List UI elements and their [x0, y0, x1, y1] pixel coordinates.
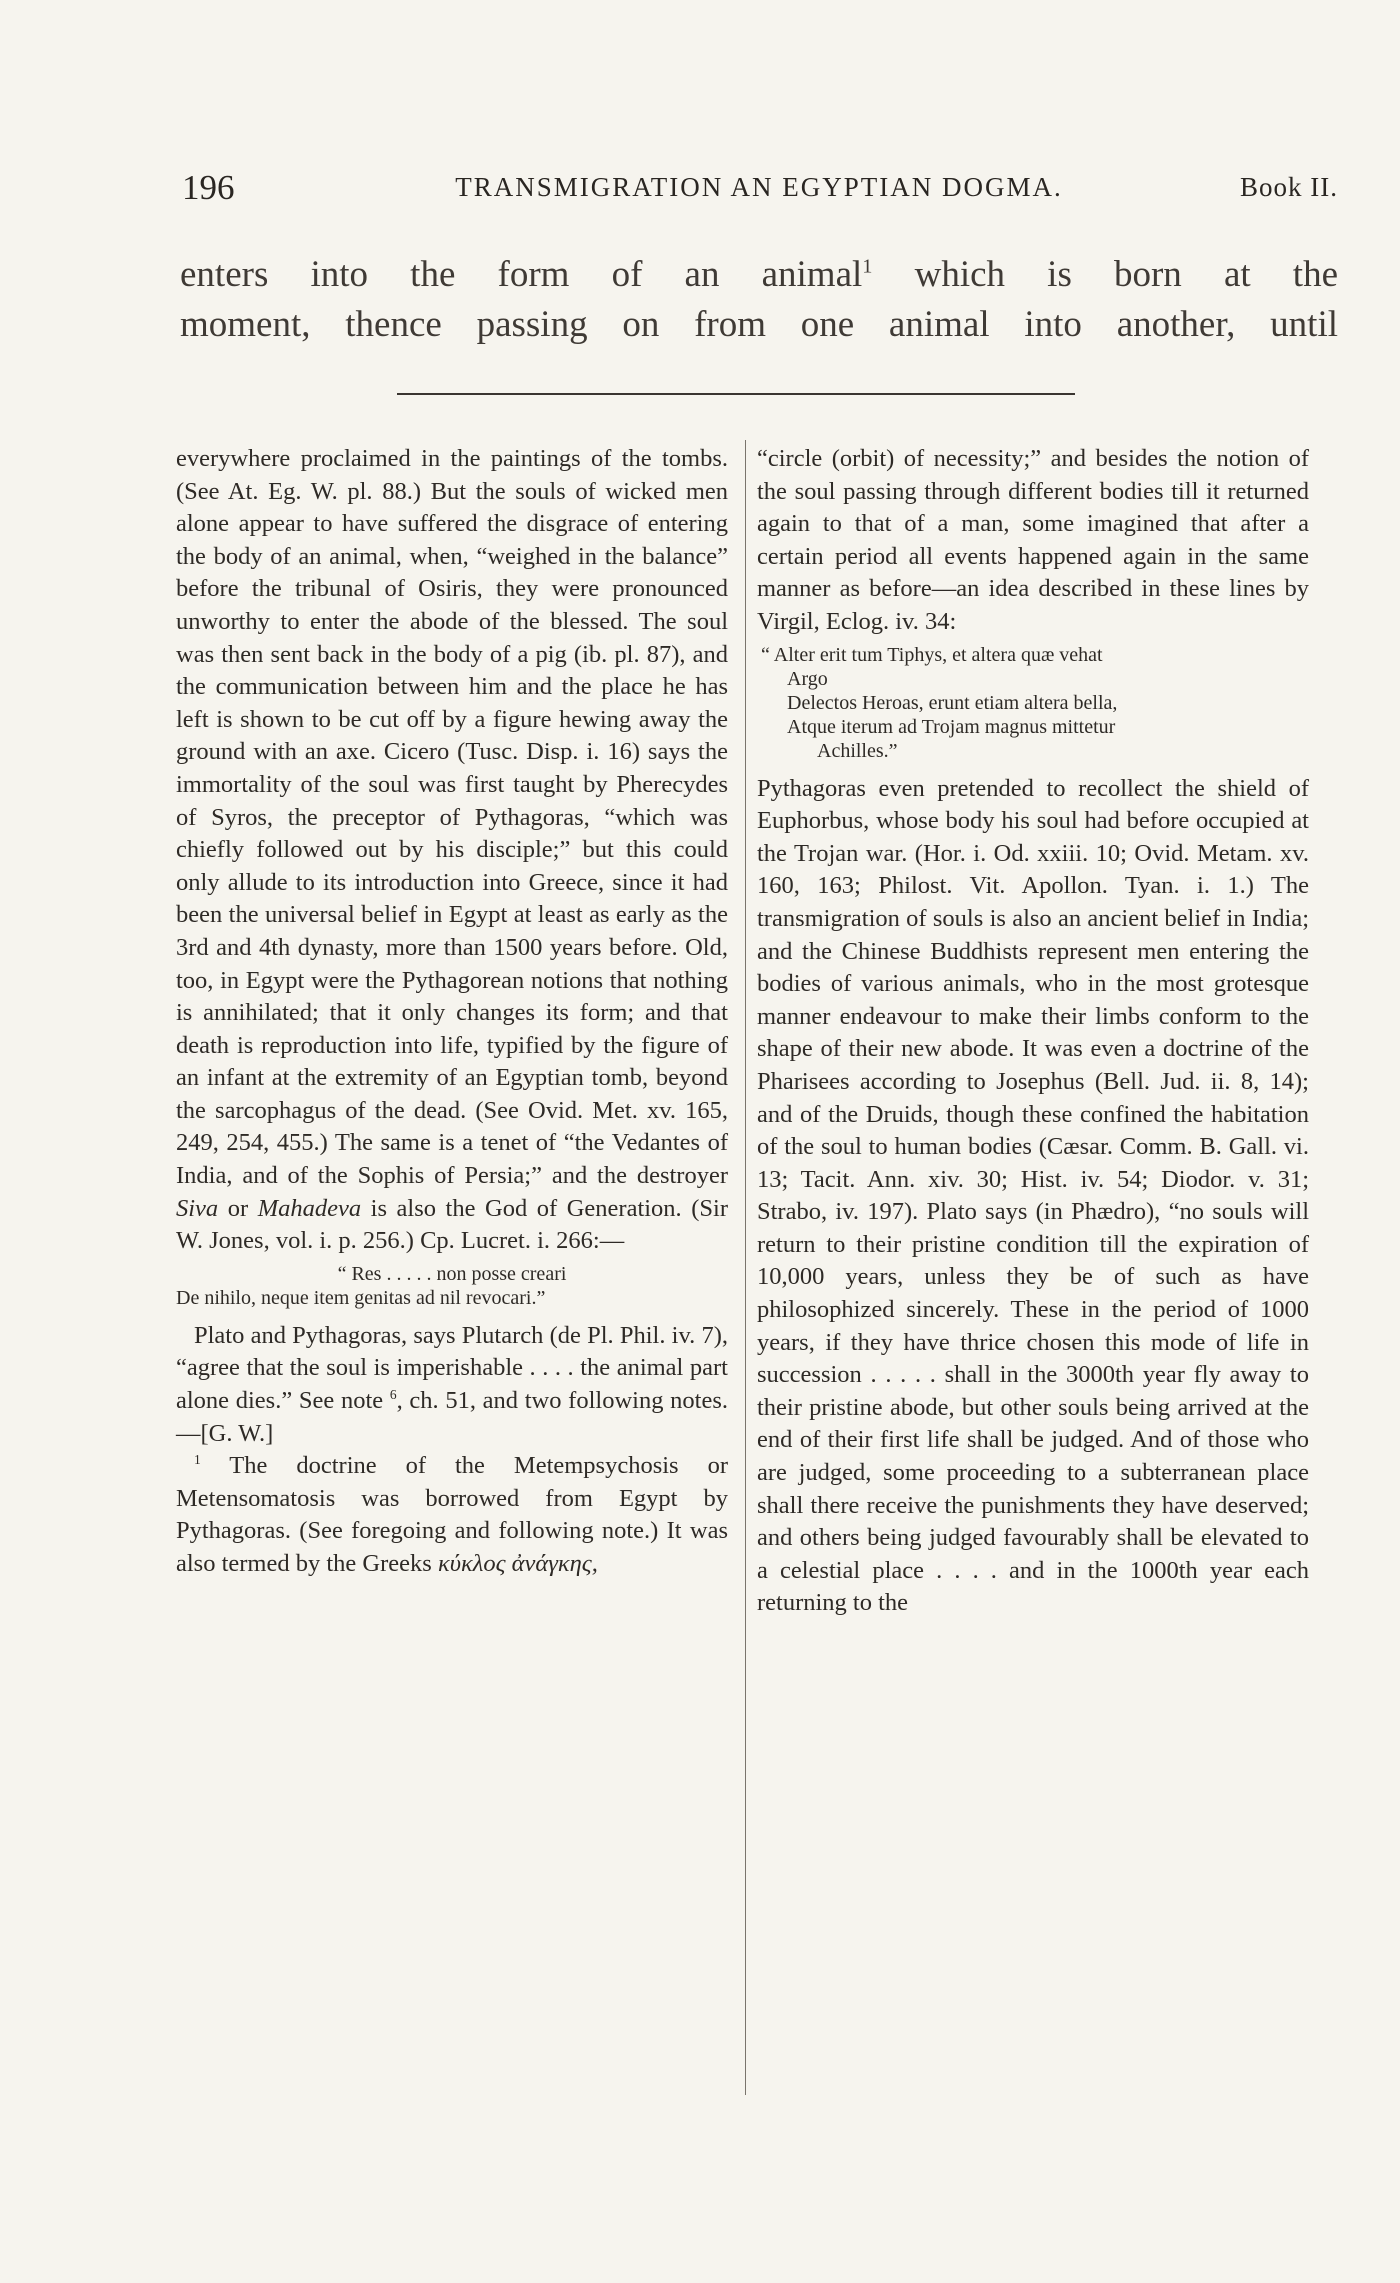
note-ref: 6: [389, 1386, 397, 1402]
left-paragraph-1: everywhere proclaimed in the paintings of the tombs. (See At. Eg. W. pl. 88.) But the souls of wicked men alone appear to have suffered the disgrace of entering the body of an animal, when, “weighed in the balance” before the tribunal of Osiris, they were pronounced unworthy to enter the abode of the blessed. The soul was then sent back in the body of a pig (ib. pl. 87), and the communication between him and the place he has left is shown to be cut off by a figure hewing away the ground with an axe. Cicero (Tusc. Disp. i. 16) says the immortality of the soul was first taught by Pherecydes of Syros, the preceptor of Pythagoras, “which was chiefly followed out by his disciple;” but this could only allude to its introduction into Greece, since it had been the universal belief in Egypt at least as early as the 3rd and 4th dynasty, more than 1500 years before. Old, too, in Egypt were the Pythagorean notions that nothing is annihilated; that it only changes its form; and that death is reproduction into life, typified by the figure of an infant at the extremity of an Egyptian tomb, beyond the sarcophagus of the dead. (See Ovid. Met. xv. 165, 249, 254, 455.) The same is a tenet of “the Vedantes of India, and of the Sophis of Persia;” and the destroyer Siva or Mahadeva is also the God of Generation. (Sir W. Jones, vol. i. p. 256.) Cp. Lucret. i. 266:—: [176, 445, 728, 1255]
virgil-quote: [757, 643, 1309, 763]
virgil-line-3: Atque iterum ad Trojam magnus mittetur: [787, 715, 1116, 738]
column-divider: [745, 440, 746, 2095]
right-paragraph-2: Pythagoras even pretended to recollect the shield of Euphorbus, whose body his soul had before occupied at the Trojan war. (Hor. i. Od. xxiii. 10; Ovid. Metam. xv. 160, 163; Philost. Vit. Apollon. Tyan. i. 1.) The transmigration of souls is also an ancient belief in India; and the Chinese Buddhists represent men entering the bodies of various animals, who in the most grotesque manner endeavour to make their limbs conform to the shape of their new abode. It was even a doctrine of the Pharisees according to Josephus (Bell. Jud. ii. 8, 14); and of the Druids, though these confined the habitation of the soul to human bodies (Cæsar. Comm. B. Gall. vi. 13; Tacit. Ann. xiv. 30; Hist. iv. 54; Diodor. v. 31; Strabo, iv. 197). Plato says (in Phædro), “no souls will return to their pristine condition till the expiration of 10,000 years, unless they be of such as have philosophized sincerely. These in the period of 1000 years, if they have thrice chosen this mode of life in succession . . . . . shall in the 3000th year fly away to their pristine abode, but other souls being arrived at the end of their first life shall be judged. And of those who are judged, some proceeding to a subterranean place shall there receive the punishments they have deserved; and others being judged favourably shall be elevated to a celestial place . . . . and in the 1000th year each returning to the: [757, 774, 1309, 1617]
book-label: Book II.: [1240, 172, 1338, 202]
footnote-reference: 1: [862, 255, 873, 278]
virgil-line-1: “ Alter erit tum Tiphys, et altera quæ vehat: [761, 643, 1103, 666]
quote-line-2: De nihilo, neque item genitas ad nil revocari.”: [176, 1286, 546, 1309]
horizontal-rule: [397, 393, 1075, 395]
page-header: [180, 168, 1338, 208]
main-text-line-2: moment, thence passing on from one animal into another, until: [180, 304, 1338, 345]
siva-term: Siva: [176, 1194, 219, 1222]
left-paragraph-2: Plato and Pythagoras, says Plutarch (de Pl. Phil. iv. 7), “agree that the soul is imperishable . . . . the animal part alone dies.” See note $^6$, ch. 51, and two following notes.—[G. W.]: [176, 1321, 728, 1447]
virgil-line-2: Delectos Heroas, erunt etiam altera bella,: [787, 691, 1118, 714]
main-text-line-1: enters into the form of an animal$^1$ which is born at the: [180, 254, 1338, 295]
right-column: [757, 443, 1309, 1620]
main-text: [180, 250, 1338, 350]
running-title: TRANSMIGRATION AN EGYPTIAN DOGMA.: [455, 172, 1063, 202]
mahadeva-term: Mahadeva: [257, 1194, 362, 1222]
virgil-line-1b: Argo: [787, 667, 828, 690]
footnote-marker: 1: [194, 1452, 201, 1468]
footnote-1: $^1$ The doctrine of the Metempsychosis or Metensomatosis was borrowed from Egypt by Pythagoras. (See foregoing and following note.) It was also termed by the Greeks κύκλος ἀνάγκης,: [176, 1452, 728, 1577]
right-paragraph-1: “circle (orbit) of necessity;” and besides the notion of the soul passing through different bodies till it returned again to that of a man, some imagined that after a certain period all events happened again in the same manner as before—an idea described in these lines by Virgil, Eclog. iv. 34:: [757, 445, 1309, 635]
page-number: 196: [182, 168, 235, 207]
lucretius-quote: [176, 1262, 728, 1310]
greek-term: κύκλος ἀνάγκης,: [437, 1550, 598, 1577]
virgil-line-3b: Achilles.”: [817, 739, 898, 762]
quote-line-1: “ Res . . . . . non posse creari: [337, 1262, 567, 1285]
left-column: [176, 443, 728, 1581]
